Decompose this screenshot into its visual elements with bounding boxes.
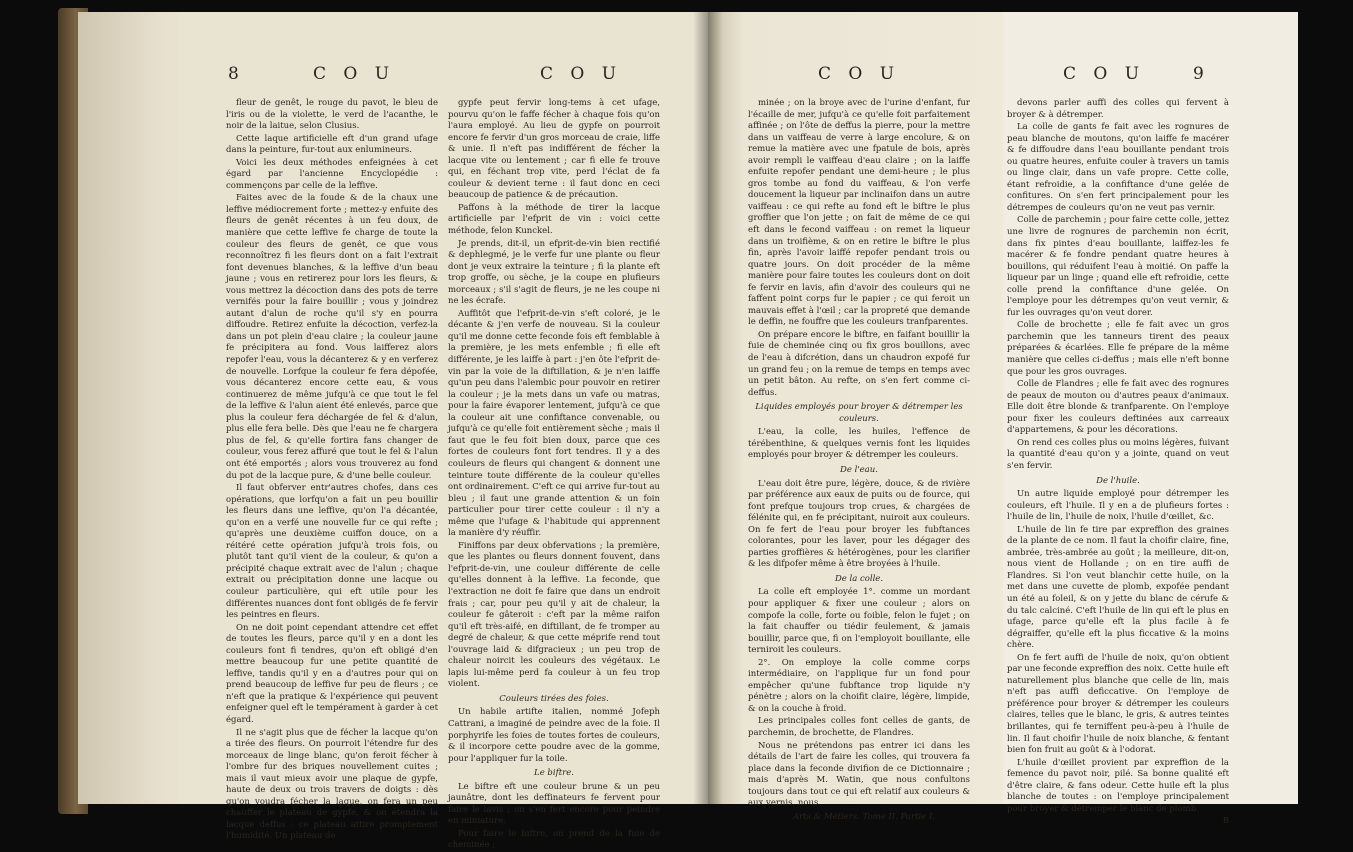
paragraph: On fe fert auffi de l'huile de noix, qu'on obtient par une feconde expreffion des noix. Cette huile eft naturellement plus blanche que celle de lin, mais n'eft pas auffi deficcative. On l'employe de préférence pour broyer & détremper les couleurs claires, telles que le blanc, le gris, & autres teintes brillantes, qui fe terniffent peu-à-peu à l'huile de lin. Il faut choifir l'huile de noix blanche, & fentant bien fon fruit au goût & à l'odorat. <box>1007 652 1229 756</box>
right-running-head-inner <box>708 64 1003 88</box>
section-heading: De l'eau. <box>840 464 878 475</box>
section-heading: Le biftre. <box>534 768 574 779</box>
right-page-inner <box>708 12 1003 822</box>
left-running-head <box>178 64 708 88</box>
paragraph: L'huile de lin fe tire par expreffion des graines de la plante de ce nom. Il faut la choifir claire, fine, ambrée, très-ambrée au goût ; la meilleure, dit-on, nous vient de Hollande ; on en tire auffi de Flandres. Si l'on veut blanchir cette huile, on la met dans une cuvette de plomb, expofée pendant un été au foleil, & on y jette du blanc de cérufe & du talc calciné. C'eft l'huile de lin qui eft le plus en ufage, parce qu'elle eft la plus facile à fe dégraiffer, qu'elle eft la plus ficcative & la moins chère. <box>1007 524 1229 651</box>
paragraph: Colle de parchemin ; pour faire cette colle, jettez une livre de rognures de parchemin non écrit, dans fix pintes d'eau bouillante, laiffez-les fe macérer & fe fondre pendant quatre heures à bouillons, qui réduifent l'eau à moitié. On paffe la liqueur par un linge ; quand elle eft refroidie, cette colle prend la confiftance d'une gelée. On l'employe pour les détrempes qu'on veut vernir, & fur les ouvrages qu'on veut dorer. <box>1007 215 1229 318</box>
paragraph: fleur de genêt, le rouge du pavot, le bleu de l'iris ou de la violette, le verd de l'acanthe, le noir de la laitue, selon Clusius. <box>226 98 438 132</box>
left-head-col1: C O U <box>313 64 396 84</box>
paragraph: L'huile d'œillet provient par expreffion de la femence du pavot noir, pilé. Sa bonne qualité eft d'être claire, & fans odeur. Cette huile eft la plus blanche de toutes : on l'employe principalement pour broyer & détremper le blanc de plomb. <box>1007 757 1229 814</box>
right-page-number: 9 <box>1193 64 1204 84</box>
paragraph: minée ; on la broye avec de l'urine d'enfant, fur l'écaille de mer, jufqu'à ce qu'elle foit parfaitement affinée ; on l'ôte de deffus la pierre, pour la mettre dans un vaiffeau de verre à large encolure, & on remue la matière avec une fpatule de bois, après avoir rempli le vaiffeau d'eau claire ; on la laiffe enfuite repofer pendant une demi-heure ; le plus gros tombe au fond du vaiffeau, & l'on verfe doucement la liqueur par inclinaifon dans un autre vaiffeau : ce qui refte au fond eft le biftre le plus groffier que l'on jette ; on fait de même de ce qui eft dans le fecond vaiffeau : on remet la liqueur dans un troifième, & on en retire le biftre le plus fin, après l'avoir laiffé repofer pendant trois ou quatre jours. On doit procéder de la même manière pour faire toutes les couleurs dont on doit fe fervir en lavis, afin d'avoir des couleurs qui ne faffent point corps fur le papier ; ce qui feroit un mauvais effet à l'œil ; car la propreté que demande le deffin, ne fouffre que les couleurs tranfparentes. <box>748 98 970 328</box>
paragraph: Colle de brochette ; elle fe fait avec un gros parchemin que les tanneurs tirent des peaux préparées & écarlées. Elle fe prépare de la même manière que celles ci-deffus ; mais elle n'eft bonne que pour les gros ouvrages. <box>1007 320 1229 377</box>
signature-mark: B <box>1222 816 1229 827</box>
paragraph: Finiffons par deux obfervations ; la première, que les plantes ou fleurs donnent fouvent, dans l'efprit-de-vin, une couleur différente de celle qu'elles donnent à la leffive. La feconde, que l'extraction ne doit fe faire que dans un endroit frais ; car, pour peu qu'il y ait de chaleur, la couleur fe gâteroit : c'eft par la même raifon qu'il eft très-aifé, en diftillant, de fe tromper au degré de chaleur, & que cette méprife rend tout l'ouvrage laid & difgracieux ; un peu trop de chaleur noircit les couleurs des végétaux. Le lapis lui-même perd fa couleur à un feu trop violent. <box>448 540 660 690</box>
paragraph: Un autre liquide employé pour détremper les couleurs, eft l'huile. Il y en a de plufieurs fortes : l'huile de lin, l'huile de noix, l'huile d'œillet, &c. <box>1007 489 1229 523</box>
paragraph: Paffons à la méthode de tirer la lacque artificielle par l'efprit de vin : voici cette méthode, felon Kunckel. <box>448 202 660 237</box>
left-page-column-1 <box>226 98 438 842</box>
left-page <box>178 12 708 851</box>
left-head-col2: C O U <box>540 64 623 84</box>
right-page-outer <box>1003 12 1298 827</box>
paragraph: Il ne s'agit plus que de fécher la lacque qu'on a tirée des fleurs. On pourroit l'étendre fur des morceaux de linge blanc, qu'on feroit fécher à l'ombre fur des briques nouvellement cuites ; mais il vaut mieux avoir une plaque de gypfe, haute de deux ou trois travers de doigts : dès qu'on voudra fécher la laque, on fera un peu chauffer le plateau de gypfe, & on étendra la lacque deffus : ce plateau attire promptement l'humidité. Un plateau de <box>226 727 438 842</box>
section-heading: Couleurs tirées des foies. <box>499 693 609 704</box>
paragraph: Voici les deux méthodes enfeignées à cet égard par l'ancienne Encyclopédie : commençons par celle de la leffive. <box>226 157 438 191</box>
right-head-col2: C O U <box>1063 64 1146 84</box>
paragraph: Colle de Flandres ; elle fe fait avec des rognures de peaux de mouton ou d'autres peaux d'animaux. Elle doit être blonde & tranfparente. On l'employe pour fixer les couleurs deftinées aux carreaux d'appartemens, & pour les décorations. <box>1007 379 1229 436</box>
section-heading: De l'huile. <box>1096 475 1140 486</box>
paragraph: Cette laque artificielle eft d'un grand ufage dans la peinture, fur-tout aux enlumineurs. <box>226 133 438 156</box>
paragraph: Faites avec de la foude & de la chaux une leffive médiocrement forte ; mettez-y enfuite des fleurs de genêt récentes à un feu doux, de manière que cette leffive fe charge de toute la couleur des fleurs de genêt, ce que vous reconnoîtrez fi les fleurs dont on a fait l'extrait font devenues blanches, & la leffive d'un beau jaune ; vous en retirerez pour lors les fleurs, & vous mettrez la décoction dans des pots de terre vernifés pour la faire bouillir ; vous y joindrez autant d'alun de roche qu'il s'y en pourra diffoudre. Retirez enfuite la décoction, verfez-la dans un pot plein d'eau claire ; la couleur jaune fe précipitera au fond. Vous laifferez alors repofer l'eau, vous la décanterez & y en verferez de nouvelle. Lorfque la couleur fe fera dépofée, vous décanterez encore cette eau, & vous continuerez de même jufqu'à ce que tout le fel de la leffive & l'alun aient été enlevés, parce que plus la couleur fera déchargée de fel & d'alun, plus elle fera belle. Dès que l'eau ne fe chargera plus de fel, & qu'elle fortira fans changer de couleur, vous ferez affuré que tout le fel & l'alun ont été emportés ; alors vous trouverez au fond du pot de la lacque pure, & d'une belle couleur. <box>226 193 438 481</box>
paragraph: Un habile artifte italien, nommé Jofeph Cattrani, a imaginé de peindre avec de la foie. Il porphyrife les foies de toutes fortes de couleurs, & il incorpore cette poudre avec de la gomme, pour l'appliquer fur la toile. <box>448 707 660 764</box>
paragraph: Il faut obferver entr'autres chofes, dans ces opérations, que lorfqu'on a fait un peu bouillir les fleurs dans une leffive, qu'on l'a décantée, qu'on en a verfé une nouvelle fur ce qui refte ; qu'après une deuxième cuiffon douce, on a réitéré cette opération jufqu'à trois fois, ou plutôt tant qu'il vient de la couleur, & qu'on a précipité chaque extrait avec de l'alun ; chaque extrait ou précipitation donne une lacque ou couleur particulière, qui eft utile pour les différentes nuances dont font obligés de fe fervir les peintres en fleurs. <box>226 483 438 621</box>
paragraph: devons parler auffi des colles qui fervent à broyer & à détremper. <box>1007 98 1229 120</box>
paragraph: Le biftre eft une couleur brune & un peu jaunâtre, dont les deffinateurs fe fervent pour faire le lavis ; on s'en fert encore pour peindre en miniature. <box>448 781 660 827</box>
paragraph: Nous ne prétendons pas entrer ici dans les détails de l'art de faire les colles, qui trouvera fa place dans la feconde divifion de ce Dictionnaire ; mais d'après M. Watin, que nous confultons toujours dans tout ce qui eft relatif aux couleurs & aux vernis, nous <box>748 740 970 809</box>
paragraph: gypfe peut fervir long-tems à cet ufage, pourvu qu'on le faffe fécher à chaque fois qu'on l'aura employé. Au lieu de gypfe on pourroit encore fe fervir d'un gros morceau de craie, liffe & unie. Il n'eft pas indifférent de fécher la lacque vite ou lentement ; car fi elle fe trouve qui, en féchant trop vite, perd l'éclat de fa couleur & devient terne : il faut donc en ceci beaucoup de patience & de précaution. <box>448 98 660 201</box>
paragraph: L'eau, la colle, les huiles, l'effence de térébenthine, & quelques vernis font les liquides employés pour broyer & détremper les couleurs. <box>748 427 970 461</box>
paragraph: On prépare encore le biftre, en faifant bouillir la fuie de cheminée cinq ou fix gros bouillons, avec de l'eau à difcrétion, dans un chaudron expofé fur un grand feu ; on la remue de temps en temps avec un petit bâton. Au refte, on s'en fert comme ci-deffus. <box>748 329 970 398</box>
section-heading: De la colle. <box>834 573 884 584</box>
paragraph: 2°. On employe la colle comme corps intermédiaire, on l'applique fur un fond pour empêcher qu'une fubftance trop liquide n'y pénètre ; alors on la choifit claire, légère, limpide, & on la couche à froid. <box>748 657 970 714</box>
paragraph: Je prends, dit-il, un efprit-de-vin bien rectifié & dephlegmé, je le verfe fur une plante ou fleur dont je veux extraire la teinture ; fi la plante eft trop groffe, ou sèche, je la coupe en plufieurs morceaux ; s'il s'agit de fleurs, je ne les coupe ni ne les écrafe. <box>448 238 660 307</box>
open-book <box>58 8 1298 851</box>
paragraph: On rend ces colles plus ou moins légères, fuivant la quantité d'eau qu'on y a jointe, quand on veut s'en fervir. <box>1007 437 1229 471</box>
section-heading: Liquides employés pour broyer & détremper les couleurs. <box>755 402 963 424</box>
footer-signature-line: Arts & Métiers. Tome II. Partie I. <box>792 811 936 822</box>
right-page-column-1 <box>748 98 970 822</box>
paragraph: Pour faire le biftre, on prend de la fuie de cheminée ; <box>448 828 660 851</box>
right-running-head-outer <box>1003 64 1298 88</box>
left-page-column-2 <box>448 98 660 851</box>
book-gutter-shadow <box>693 12 723 804</box>
paragraph: Les principales colles font celles de gants, de parchemin, de brochette, de Flandres. <box>748 716 970 738</box>
right-page-column-2 <box>1007 98 1229 827</box>
right-head-col1: C O U <box>818 64 901 84</box>
paragraph: La colle de gants fe fait avec les rognures de peau blanche de moutons, qu'on laiffe fe macérer & fe diffoudre dans l'eau bouillante pendant trois ou quatre heures, enfuite couler à travers un tamis ou linge clair, dans un vafe propre. Cette colle, étant refroidie, a la confiftance d'une gelée de confitures. On s'en fert principalement pour les détrempes de couleurs qu'on ne veut pas vernir. <box>1007 122 1229 213</box>
paragraph: On ne doit point cependant attendre cet effet de toutes les fleurs, parce qu'il y en a dont les couleurs font fi tendres, qu'on eft obligé d'en mettre beaucoup fur une petite quantité de leffive, tandis qu'il y en a d'autres pour qui on prend beaucoup de leffive fur peu de fleurs ; ce n'eft que la pratique & l'expérience qui peuvent enfeigner quel eft le tempérament à garder à cet égard. <box>226 622 438 725</box>
left-page-number: 8 <box>228 64 239 84</box>
paragraph: Auffitôt que l'efprit-de-vin s'eft coloré, je le décante & j'en verfe de nouveau. Si la couleur qu'il me donne cette feconde fois eft femblable à la première, je les mets enfemble ; fi elle eft différente, je les laiffe à part : j'en ôte l'efprit de-vin par la voie de la diftillation, & je n'en laiffe qu'un peu dans l'alembic pour pouvoir en retirer la couleur ; je la mets dans un vafe ou matras, pour la faire évaporer lentement, jufqu'à ce que la couleur ait une confiftance convenable, ou jufqu'à ce qu'elle foit entièrement sèche ; mais il faut que le feu foit bien doux, parce que ces fortes de couleurs font fort tendres. Il y a des couleurs de fleurs qui changent & donnent une teinture toute différente de la couleur qu'elles ont ordinairement. C'eft ce qui arrive fur-tout au bleu ; il faut une grande attention & un foin particulier pour tirer cette couleur : il n'y a même que l'ufage & l'habitude qui apprennent la manière d'y réuffir. <box>448 308 660 539</box>
paragraph: L'eau doit être pure, légère, douce, & de rivière par préférence aux eaux de puits ou de fource, qui font prefque toujours trop crues, & chargées de félénite qui, en fe précipitant, nuiroit aux couleurs. On fe fert de l'eau pour broyer les fubftances colorantes, pour les laver, pour les dégager des parties groffières & hétérogènes, pour les clarifier & les difpofer même à être broyées à l'huile. <box>748 478 970 570</box>
paragraph: La colle eft employée 1°. comme un mordant pour appliquer & fixer une couleur ; alors on compofe la colle, forte ou foible, felon le fujet ; on la fait chauffer ou tiédir feulement, & jamais bouillir, parce que, fi on l'employoit bouillante, elle terniroit les couleurs. <box>748 587 970 656</box>
